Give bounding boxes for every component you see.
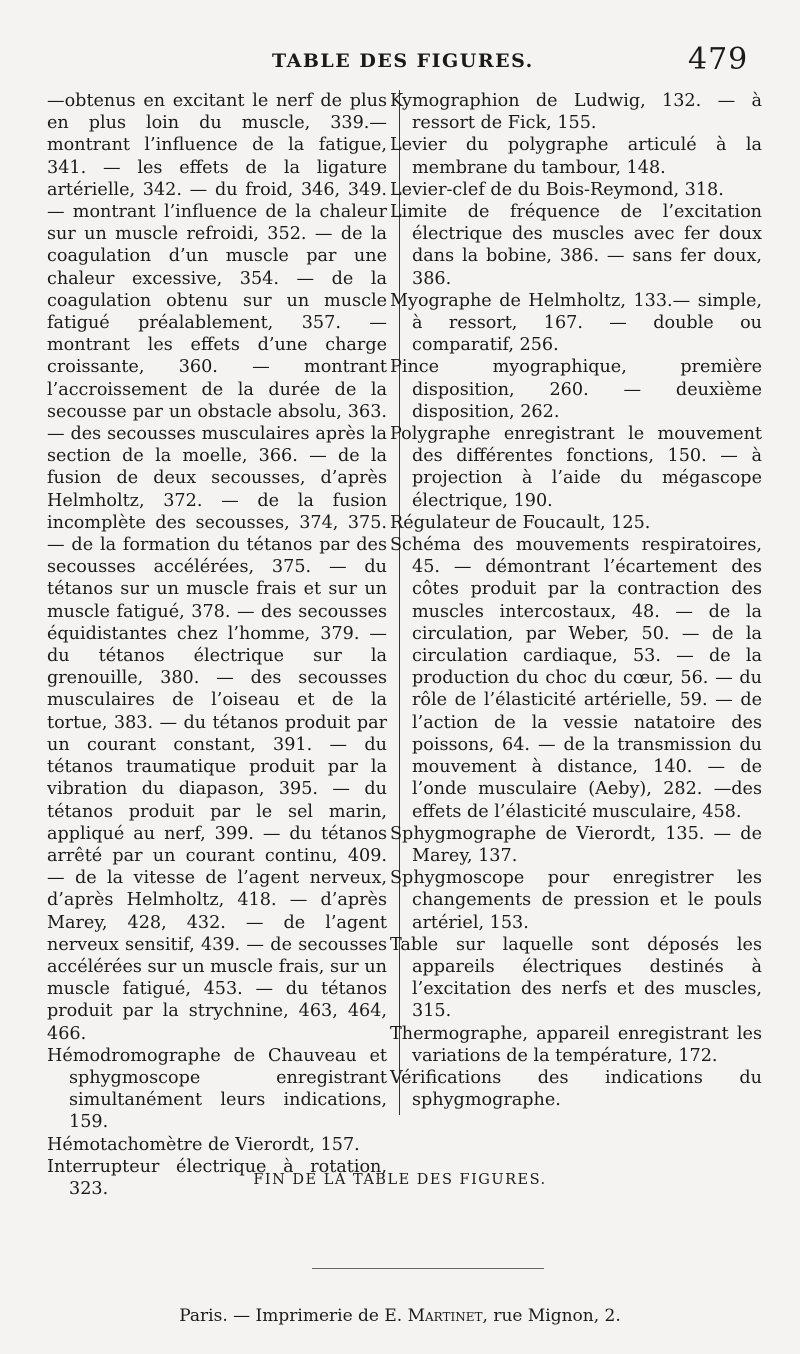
- left-column: [47, 90, 387, 1200]
- printer-imprint: [0, 1306, 800, 1326]
- footer-rule: [312, 1268, 544, 1269]
- index-entry: Vérifications des indications du sphygmographe.: [390, 1067, 762, 1111]
- index-entry: Schéma des mouvements respiratoires, 45. — démontrant l’écartement des côtes produit par la contraction des muscles intercostaux, 48. — de la circulation, par Weber, 50. — de la circulation cardiaque, 53. — de la production du choc du cœur, 56. — du rôle de l’élasticité artérielle, 59. — de l’action de la vessie natatoire des poissons, 64. — de la transmission du mouvement à distance, 140. — de l’onde musculaire (Aeby), 282. —des effets de l’élasticité musculaire, 458.: [390, 535, 762, 822]
- imprint-printer-name: Martinet: [407, 1306, 483, 1326]
- index-entry: Sphygmographe de Vierordt, 135. — de Marey, 137.: [390, 823, 762, 866]
- index-entry: Hémodromographe de Chauveau et sphygmoscope enregistrant simultanément leurs indications, 159.: [47, 1045, 387, 1133]
- index-entry: Myographe de Helmholtz, 133.— simple, à ressort, 167. — double ou comparatif, 256.: [390, 290, 762, 356]
- index-entry: Thermographe, appareil enregistrant les variations de la température, 172.: [390, 1023, 762, 1066]
- imprint-prefix: Paris. — Imprimerie de E.: [179, 1306, 403, 1326]
- index-entry: Limite de fréquence de l’excitation électrique des muscles avec fer doux dans la bobine, 386. — sans fer doux, 386.: [390, 202, 762, 289]
- index-entry: Levier-clef de du Bois-Reymond, 318.: [390, 179, 724, 200]
- running-header: [0, 44, 800, 78]
- imprint-suffix: , rue Mignon, 2.: [482, 1306, 621, 1326]
- index-entry: Kymographion de Ludwig, 132. — à ressort de Fick, 155.: [390, 91, 762, 134]
- running-title: TABLE DES FIGURES.: [272, 50, 534, 72]
- index-entry: —obtenus en excitant le nerf de plus en plus loin du muscle, 339.— montrant l’influence de la fatigue, 341. — les effets de la ligature artérielle, 342. — du froid, 346, 349. — montrant l’influence de la chaleur sur un muscle refroidi, 352. — de la coagulation d’un muscle par une chaleur excessive, 354. — de la coagulation obtenu sur un muscle fatigué préalablement, 357. — montrant les effets d’une charge croissante, 360. — montrant l’accroissement de la durée de la secousse par un obstacle absolu, 363. — des secousses musculaires après la section de la moelle, 366. — de la fusion de deux secousses, d’après Helmholtz, 372. — de la fusion incomplète des secousses, 374, 375. — de la formation du tétanos par des secousses accélérées, 375. — du tétanos sur un muscle frais et sur un muscle fatigué, 378. — des secousses équidistantes chez l’homme, 379. — du tétanos électrique sur la grenouille, 380. — des secousses musculaires de l’oiseau et de la tortue, 383. — du tétanos produit par un courant constant, 391. — du tétanos traumatique produit par la vibration du diapason, 395. — du tétanos produit par le sel marin, appliqué au nerf, 399. — du tétanos arrêté par un courant continu, 409. — de la vitesse de l’agent nerveux, d’après Helmholtz, 418. — d’après Marey, 428, 432. — de l’agent nerveux sensitif, 439. — de secousses accélérées sur un muscle frais, sur un muscle fatigué, 453. — du tétanos produit par la strychnine, 463, 464, 466.: [47, 91, 387, 1044]
- index-entry: Levier du polygraphe articulé à la membrane du tambour, 148.: [390, 135, 762, 178]
- end-note: FIN DE LA TABLE DES FIGURES.: [253, 1172, 547, 1188]
- index-entry: Table sur laquelle sont déposés les appareils électriques destinés à l’excitation des nerfs et des muscles, 315.: [390, 934, 762, 1022]
- index-entry: Hémotachomètre de Vierordt, 157.: [47, 1134, 360, 1155]
- right-column: [390, 90, 762, 1111]
- page-number: 479: [688, 42, 749, 77]
- index-entry: Interrupteur électrique à rotation, 323.: [47, 1156, 387, 1199]
- index-entry: Régulateur de Foucault, 125.: [390, 512, 651, 533]
- index-entry: Polygraphe enregistrant le mouvement des différentes fonctions, 150. — à projection à l’aide du mégascope électrique, 190.: [390, 424, 762, 511]
- index-entry: Pince myographique, première disposition, 260. — deuxième disposition, 262.: [390, 357, 762, 422]
- index-entry: Sphygmoscope pour enregistrer les changements de pression et le pouls artériel, 153.: [390, 868, 762, 933]
